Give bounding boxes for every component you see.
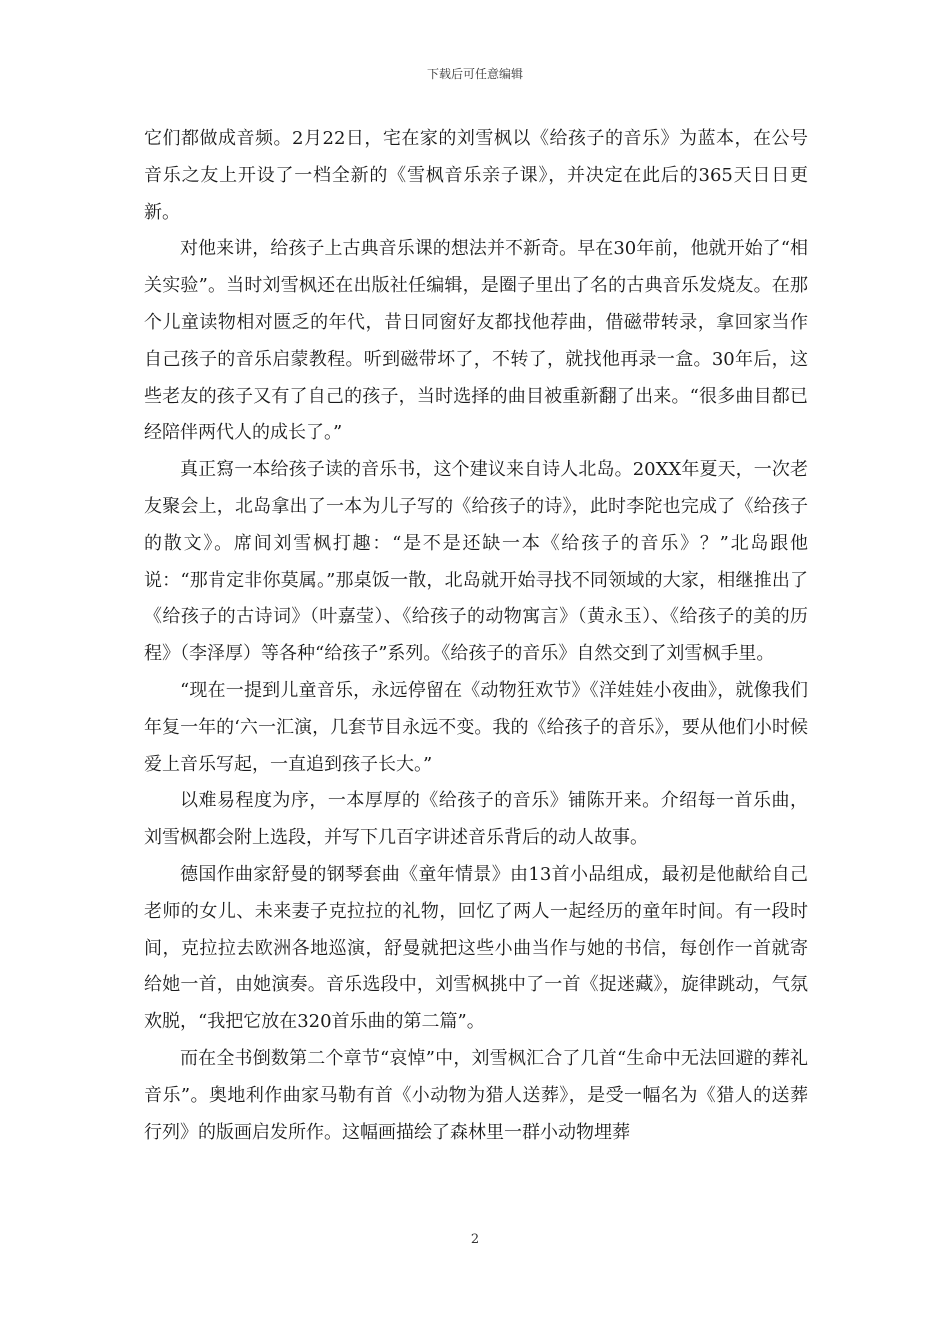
paragraph: 它们都做成音频。2月22日，宅在家的刘雪枫以《给孩子的音乐》为蓝本，在公号音乐之友上开设了一档全新的《雪枫音乐亲子课》，并决定在此后的365天日日更新。 (144, 128, 808, 223)
page-number: 2 (470, 1232, 480, 1247)
body-text (144, 121, 808, 1151)
page-header: 下载后可任意编辑 (426, 67, 523, 81)
paragraph: 而在全书倒数第二个章节“哀悼”中，刘雪枫汇合了几首“生命中无法回避的葬礼音乐”。奥地利作曲家马勒有首《小动物为猎人送葬》，是受一幅名为《猎人的送葬行列》的版画启发所作。这幅画描绘了森林里一群小动物埋葬 (144, 1047, 808, 1143)
paragraph: “现在一提到儿童音乐，永远停留在《动物狂欢节》《洋娃娃小夜曲》，就像我们年复一年的‘六一汇演，几套节目永远不变。我的《给孩子的音乐》，要从他们小时候爱上音乐写起，一直追到孩子长大。” (144, 679, 808, 775)
paragraph: 对他来讲，给孩子上古典音乐课的想法并不新奇。早在30年前，他就开始了“相关实验”。当时刘雪枫还在出版社任编辑，是圈子里出了名的古典音乐发烧友。在那个儿童读物相对匮乏的年代，昔日同窗好友都找他荐曲，借磁带转录，拿回家当作自己孩子的音乐启蒙教程。听到磁带坏了，不转了，就找他再录一盒。30年后，这些老友的孩子又有了自己的孩子，当时选择的曲目被重新翻了出来。“很多曲目都已经陪伴两代人的成长了。” (144, 238, 808, 444)
paragraph: 以难易程度为序，一本厚厚的《给孩子的音乐》铺陈开来。介绍每一首乐曲，刘雪枫都会附上选段，并写下几百字讲述音乐背后的动人故事。 (144, 790, 808, 849)
paragraph: 德国作曲家舒曼的钢琴套曲《童年情景》由13首小品组成，最初是他献给自己老师的女儿、未来妻子克拉拉的礼物，回忆了两人一起经历的童年时间。有一段时间，克拉拉去欧洲各地巡演，舒曼就把这些小曲当作与她的书信，每创作一首就寄给她一首，由她演奏。音乐选段中，刘雪枫挑中了一首《捉迷藏》，旋律跳动，气氛欢脱，“我把它放在320首乐曲的第二篇”。 (144, 863, 808, 1033)
paragraph: 真正寫一本给孩子读的音乐书，这个建议来自诗人北岛。20XX年夏天，一次老友聚会上，北岛拿出了一本为儿子写的《给孩子的诗》，此时李陀也完成了《给孩子的散文》。席间刘雪枫打趣：“是不是还缺一本《给孩子的音乐》？”北岛跟他说：“那肯定非你莫属。”那桌饭一散，北岛就开始寻找不同领域的大家，相继推出了《给孩子的古诗词》（叶嘉莹）、《给孩子的动物寓言》（黄永玉）、《给孩子的美的历程》（李泽厚）等各种“给孩子”系列。《给孩子的音乐》自然交到了刘雪枫手里。 (144, 459, 808, 665)
